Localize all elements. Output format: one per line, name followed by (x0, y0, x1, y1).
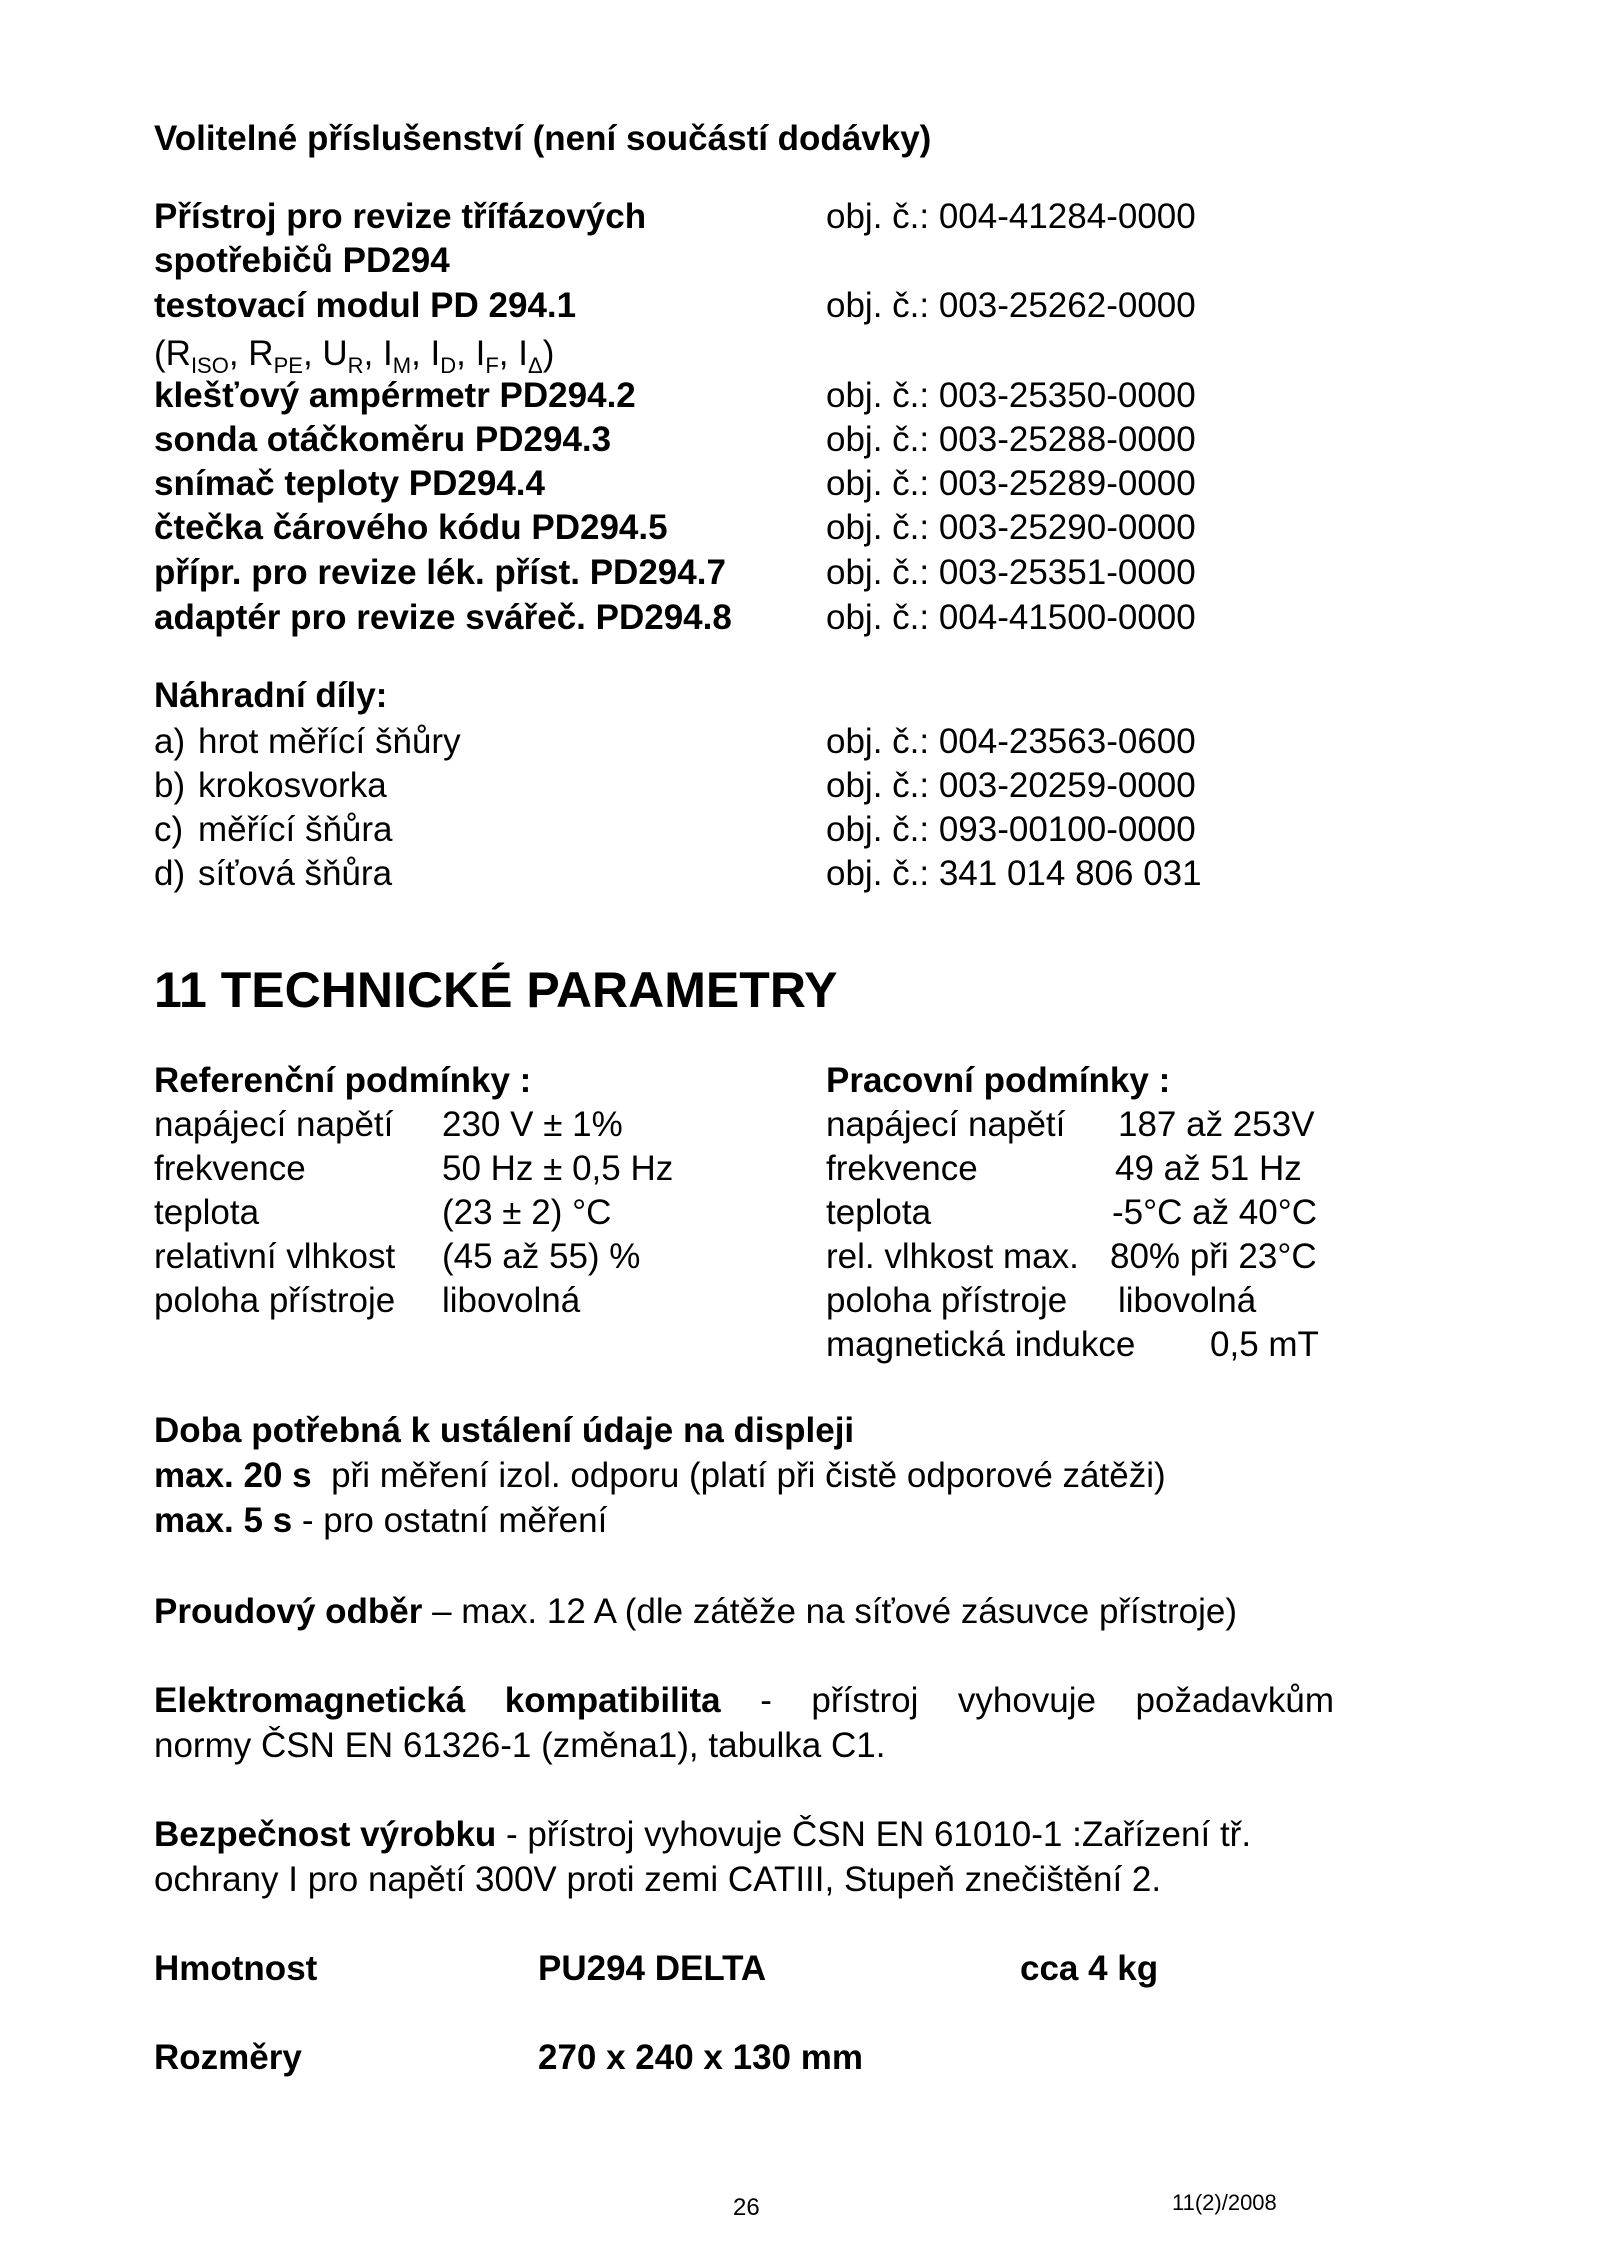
module-parameters: ($R_{ISO}$, $R_{PE}$, $U_R$, $I_M$, $I_D$, $I_F$, $I_\Delta$) (154, 334, 555, 378)
accessory-order: obj. č.: 003-25289-0000 (826, 464, 1196, 503)
accessories-heading: Volitelné příslušenství (není součástí dodávky) (154, 119, 932, 158)
spare-part-order: obj. č.: 093-00100-0000 (826, 810, 1196, 849)
accessory-order: obj. č.: 003-25288-0000 (826, 420, 1196, 459)
dimensions-value: 270 x 240 x 130 mm (538, 2038, 863, 2077)
working-label: rel. vlhkost max. (826, 1237, 1079, 1276)
spare-part-order: obj. č.: 003-20259-0000 (826, 766, 1196, 805)
reference-label: poloha přístroje (154, 1281, 396, 1320)
safety-line-2: ochrany I pro napětí 300V proti zemi CATIII, Stupeň znečištění 2. (154, 1860, 1162, 1899)
accessory-name: přípr. pro revize lék. příst. PD294.7 (154, 553, 726, 592)
reference-value: (23 ± 2) °C (442, 1193, 612, 1232)
accessory-name: Přístroj pro revize třífázových (154, 197, 647, 236)
reference-value: 50 Hz ± 0,5 Hz (442, 1149, 674, 1188)
accessory-name: sonda otáčkoměru PD294.3 (154, 420, 612, 459)
reference-label: frekvence (154, 1149, 306, 1188)
settling-line-2: max. 5 s - pro ostatní měření (154, 1501, 608, 1540)
safety-line-1: Bezpečnost výrobku - přístroj vyhovuje ČSN EN 61010-1 :Zařízení tř. (154, 1815, 1252, 1854)
emc-line-2: normy ČSN EN 61326-1 (změna1), tabulka C1. (154, 1726, 886, 1765)
reference-value: libovolná (442, 1281, 581, 1320)
working-label: magnetická indukce (826, 1325, 1136, 1364)
accessory-order: obj. č.: 003-25290-0000 (826, 508, 1196, 547)
working-value: 0,5 mT (1210, 1325, 1319, 1364)
emc-line-1: Elektromagnetická kompatibilita - přístroj vyhovuje požadavkům (154, 1681, 1334, 1720)
reference-label: teplota (154, 1193, 260, 1232)
working-label: teplota (826, 1193, 932, 1232)
working-label: napájecí napětí (826, 1105, 1066, 1144)
working-value: libovolná (1118, 1281, 1257, 1320)
spare-part-item: b) krokosvorka (154, 766, 387, 805)
reference-conditions-heading: Referenční podmínky : (154, 1061, 532, 1100)
document-version: 11(2)/2008 (1172, 2190, 1277, 2215)
accessory-order: obj. č.: 003-25350-0000 (826, 376, 1196, 415)
working-value: 80% při 23°C (1110, 1237, 1317, 1276)
working-value: 187 až 253V (1118, 1105, 1315, 1144)
accessory-order: obj. č.: 004-41284-0000 (826, 197, 1196, 236)
accessory-name: testovací modul PD 294.1 (154, 286, 577, 325)
reference-value: (45 až 55) % (442, 1237, 641, 1276)
working-value: -5°C až 40°C (1112, 1193, 1318, 1232)
reference-value: 230 V ± 1% (442, 1105, 623, 1144)
dimensions-label: Rozměry (154, 2038, 302, 2077)
accessory-name: klešťový ampérmetr PD294.2 (154, 376, 636, 415)
spare-part-item: c) měřící šňůra (154, 810, 393, 849)
reference-label: napájecí napětí (154, 1105, 394, 1144)
spare-part-order: obj. č.: 004-23563-0600 (826, 722, 1196, 761)
weight-model: PU294 DELTA (538, 1949, 767, 1988)
accessory-order: obj. č.: 004-41500-0000 (826, 598, 1196, 637)
accessory-name: snímač teploty PD294.4 (154, 464, 545, 503)
spare-part-order: obj. č.: 341 014 806 031 (826, 854, 1202, 893)
weight-label: Hmotnost (154, 1949, 318, 1988)
accessory-name: spotřebičů PD294 (154, 241, 450, 280)
working-label: poloha přístroje (826, 1281, 1068, 1320)
settling-heading: Doba potřebná k ustálení údaje na displeji (154, 1411, 855, 1450)
current-consumption: Proudový odběr – max. 12 A (dle zátěže na síťové zásuvce přístroje) (154, 1592, 1238, 1631)
settling-line-1: max. 20 s při měření izol. odporu (platí při čistě odporové zátěži) (154, 1456, 1166, 1495)
reference-label: relativní vlhkost (154, 1237, 396, 1276)
weight-value: cca 4 kg (1020, 1949, 1159, 1988)
accessory-name: adaptér pro revize svářeč. PD294.8 (154, 598, 732, 637)
accessory-order: obj. č.: 003-25262-0000 (826, 286, 1196, 325)
page-number: 26 (733, 2194, 760, 2221)
section-title: 11 TECHNICKÉ PARAMETRY (154, 962, 838, 1018)
accessory-order: obj. č.: 003-25351-0000 (826, 553, 1196, 592)
working-value: 49 až 51 Hz (1115, 1149, 1302, 1188)
working-label: frekvence (826, 1149, 978, 1188)
accessory-name: čtečka čárového kódu PD294.5 (154, 508, 668, 547)
spare-part-item: a) hrot měřící šňůry (154, 722, 461, 761)
spare-parts-heading: Náhradní díly: (154, 676, 388, 715)
spare-part-item: d) síťová šňůra (154, 854, 393, 893)
working-conditions-heading: Pracovní podmínky : (826, 1061, 1171, 1100)
